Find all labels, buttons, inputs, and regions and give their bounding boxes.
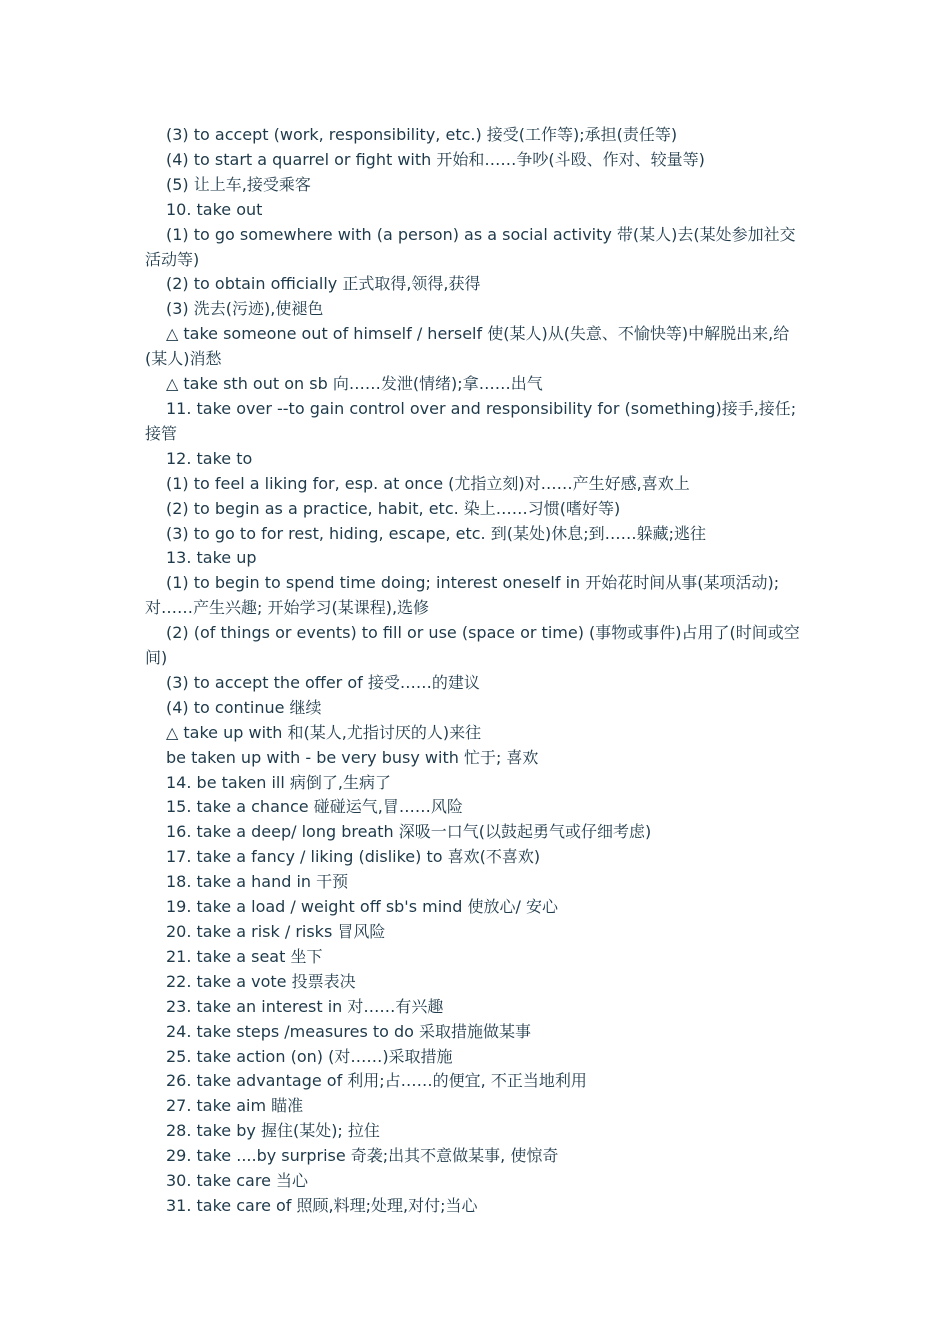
section-heading: 10. take out bbox=[166, 199, 263, 219]
phrase-entry: 22. take a vote 投票表决 bbox=[166, 971, 356, 991]
text-line: (1) to go somewhere with (a person) as a social activity 带(某人)去(某处参加社交活动等) bbox=[145, 224, 796, 269]
phrase-entry: 25. take action (on) (对……)采取措施 bbox=[166, 1046, 453, 1066]
text-line: (4) to start a quarrel or fight with 开始和……争吵(斗殴、作对、较量等) bbox=[166, 149, 705, 169]
phrase-entry: 17. take a fancy / liking (dislike) to 喜欢(不喜欢) bbox=[166, 847, 541, 867]
text-line: △ take sth out on sb 向……发泄(情绪);拿……出气 bbox=[166, 374, 543, 394]
text-line: (1) to begin to spend time doing; interest oneself in 开始花时间从事(某项活动);对……产生兴趣; 开始学习(某课程),选修 bbox=[145, 573, 780, 618]
phrase-entry: 15. take a chance 碰碰运气,冒……风险 bbox=[166, 797, 463, 817]
phrase-entry: 20. take a risk / risks 冒风险 bbox=[166, 922, 386, 941]
phrase-entry: 18. take a hand in 干预 bbox=[166, 872, 349, 892]
text-line: be taken up with - be very busy with 忙于; 喜欢 bbox=[166, 747, 539, 767]
text-line: (5) 让上车,接受乘客 bbox=[166, 174, 311, 194]
phrase-entry: 31. take care of 照顾,料理;处理,对付;当心 bbox=[166, 1195, 478, 1215]
phrase-entry: 23. take an interest in 对……有兴趣 bbox=[166, 996, 444, 1016]
section-heading: 13. take up bbox=[166, 548, 257, 568]
text-line: △ take someone out of himself / herself 使(某人)从(失意、不愉快等)中解脱出来,给(某人)消愁 bbox=[145, 324, 790, 369]
phrase-entry: 19. take a load / weight off sb's mind 使放心/ 安心 bbox=[166, 897, 559, 917]
document-page bbox=[145, 123, 810, 1219]
text-line: (2) to obtain officially 正式取得,领得,获得 bbox=[166, 274, 481, 294]
phrase-entry: 24. take steps /measures to do 采取措施做某事 bbox=[166, 1021, 532, 1041]
phrase-entry: 29. take ....by surprise 奇袭;出其不意做某事, 使惊奇 bbox=[166, 1146, 559, 1166]
text-line: △ take up with 和(某人,尤指讨厌的人)来往 bbox=[166, 722, 482, 742]
phrase-entry: 28. take by 握住(某处); 拉住 bbox=[166, 1121, 380, 1141]
phrase-entry: 14. be taken ill 病倒了,生病了 bbox=[166, 772, 391, 792]
section-heading: 12. take to bbox=[166, 448, 253, 468]
section-heading: 11. take over --to gain control over and responsibility for (something)接手,接任;接管 bbox=[145, 398, 797, 443]
text-line: (1) to feel a liking for, esp. at once (尤指立刻)对……产生好感,喜欢上 bbox=[166, 473, 690, 493]
text-line: (3) to accept the offer of 接受……的建议 bbox=[166, 672, 480, 692]
text-line: (4) to continue 继续 bbox=[166, 697, 322, 717]
phrase-entry: 30. take care 当心 bbox=[166, 1171, 308, 1191]
text-line: (2) (of things or events) to fill or use (space or time) (事物或事件)占用了(时间或空间) bbox=[145, 623, 800, 668]
text-line: (3) 洗去(污迹),使褪色 bbox=[166, 299, 324, 319]
phrase-entry: 26. take advantage of 利用;占……的便宜, 不正当地利用 bbox=[166, 1071, 587, 1091]
phrase-entry: 27. take aim 瞄准 bbox=[166, 1096, 304, 1116]
phrase-entry: 16. take a deep/ long breath 深吸一口气(以鼓起勇气或仔细考虑) bbox=[166, 822, 652, 842]
text-line: (3) to accept (work, responsibility, etc.) 接受(工作等);承担(责任等) bbox=[166, 125, 678, 144]
text-line: (3) to go to for rest, hiding, escape, etc. 到(某处)休息;到……躲藏;逃往 bbox=[166, 523, 706, 543]
text-line: (2) to begin as a practice, habit, etc. 染上……习惯(嗜好等) bbox=[166, 498, 621, 518]
phrase-entry: 21. take a seat 坐下 bbox=[166, 946, 323, 966]
